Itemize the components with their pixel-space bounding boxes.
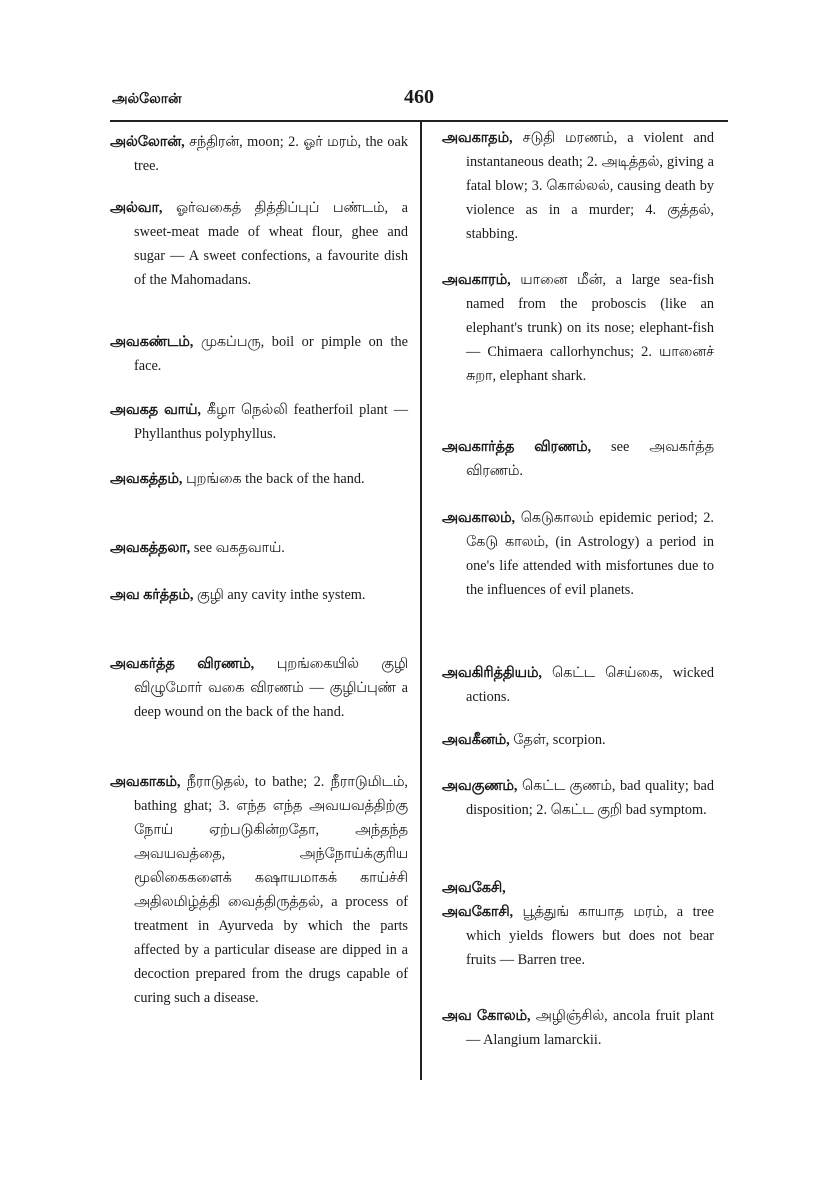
dictionary-entry (110, 583, 408, 607)
dictionary-entry (442, 900, 714, 972)
entry-headword: அவகண்டம், (110, 334, 194, 350)
entry-definition: ஓர்வகைத் தித்திப்புப் பண்டம், a sweet-meat made of wheat flour, ghee and sugar — A sweet confections, a favourite dish of the Mahomadans. (134, 200, 408, 288)
entry-headword: அவகர்த்த விரணம், (110, 656, 255, 672)
entry-headword: அவகாகம், (110, 774, 181, 790)
dictionary-entry (110, 770, 408, 1010)
entry-headword: அவகிரித்தியம், (442, 665, 542, 681)
entry-definition: குழி any cavity inthe system. (197, 587, 366, 603)
dictionary-entry (110, 536, 408, 560)
dictionary-entry (442, 876, 714, 900)
page-number: 460 (404, 86, 434, 108)
dictionary-entry (110, 652, 408, 724)
dictionary-entry (442, 661, 714, 709)
guide-word: அல்லோன் (112, 92, 182, 107)
dictionary-entry (442, 728, 714, 752)
entry-definition: முகப்பரு, boil or pimple on the face. (134, 334, 408, 374)
entry-headword: அவகாரம், (442, 272, 511, 288)
dictionary-entry (110, 130, 408, 178)
entry-headword: அவகாதம், (442, 130, 513, 146)
entry-headword: அவகாலம், (442, 510, 516, 526)
entry-headword: அவ கோலம், (442, 1008, 531, 1024)
entry-headword: அவகேசி, (442, 880, 506, 896)
dictionary-entry (110, 467, 408, 491)
entry-headword: அவகத்தலா, (110, 540, 191, 556)
entry-definition: நீராடுதல், to bathe; 2. நீராடுமிடம், bathing ghat; 3. எந்த எந்த அவயவத்திற்கு நோய் ஏற்படுகின்றதோ, அந்தந்த அவயவத்தை, அந்நோய்க்குரிய மூலிகைகளைக் கஷாயமாகக் காய்ச்சி அதிலமிழ்த்தி வைத்திருத்தல், a process of treatment in Ayurveda by which the parts affected by a particular disease are dipped in a decoction prepared from the drugs capable of curing such a disease. (134, 774, 408, 1006)
entry-definition: யானை மீன், a large sea-fish named from the proboscis (like an elephant's trunk) on its nose; elephant-fish — Chimaera callorhynchus; 2. யானைச் சுறா, elephant shark. (466, 272, 714, 384)
entry-definition: கீழா நெல்லி featherfoil plant — Phyllanthus polyphyllus. (134, 402, 408, 442)
entry-definition: see அவகர்த்த விரணம். (466, 439, 715, 479)
entry-definition: சந்திரன், moon; 2. ஓர் மரம், the oak tree. (134, 134, 409, 174)
entry-definition: கெடுகாலம் epidemic period; 2. கேடு காலம், (in Astrology) a period in one's life attended with misfortunes due to the influences of evil planets. (466, 510, 714, 598)
entry-definition: சடுதி மரணம், a violent and instantaneous death; 2. அடித்தல், giving a fatal blow; 3. கொல்லல், causing death by violence as in a murder; 4. குத்தல், stabbing. (466, 130, 715, 242)
entry-definition: புறங்கை the back of the hand. (186, 471, 365, 487)
dictionary-entry (442, 774, 714, 822)
dictionary-entry (442, 268, 714, 388)
dictionary-entry (110, 330, 408, 378)
entry-definition: தேள், scorpion. (513, 732, 606, 748)
header-rule (110, 120, 728, 122)
entry-definition: அழிஞ்சில், ancola fruit plant — Alangium lamarckii. (466, 1008, 714, 1048)
entry-headword: அவகத வாய், (110, 402, 201, 418)
entry-headword: அவகீனம், (442, 732, 510, 748)
entry-headword: அவகத்தம், (110, 471, 183, 487)
entry-headword: அவகோசி, (442, 904, 514, 920)
dictionary-entry (110, 196, 408, 292)
entry-headword: அல்வா, (110, 200, 163, 216)
entry-headword: அல்லோன், (110, 134, 185, 150)
entry-definition: பூத்துங் காயாத மரம், a tree which yields flowers but does not bear fruits — Barren tree. (466, 904, 714, 968)
column-divider (420, 122, 422, 1080)
entry-definition: புறங்கையில் குழி விழுமோர் வகை விரணம் — குழிப்புண் a deep wound on the back of the hand. (134, 656, 408, 720)
entry-headword: அவகார்த்த விரணம், (442, 439, 592, 455)
dictionary-entry (442, 126, 714, 246)
dictionary-entry (442, 1004, 714, 1052)
dictionary-entry (442, 506, 714, 602)
entry-definition: see வகதவாய். (193, 540, 285, 556)
entry-definition: கெட்ட செய்கை, wicked actions. (466, 665, 714, 705)
entry-headword: அவ கர்த்தம், (110, 587, 194, 603)
entry-definition: கெட்ட குணம், bad quality; bad disposition; 2. கெட்ட குறி bad symptom. (466, 778, 714, 818)
dictionary-entry (110, 398, 408, 446)
dictionary-entry (442, 435, 714, 483)
entry-headword: அவகுணம், (442, 778, 518, 794)
page-header (112, 86, 732, 116)
